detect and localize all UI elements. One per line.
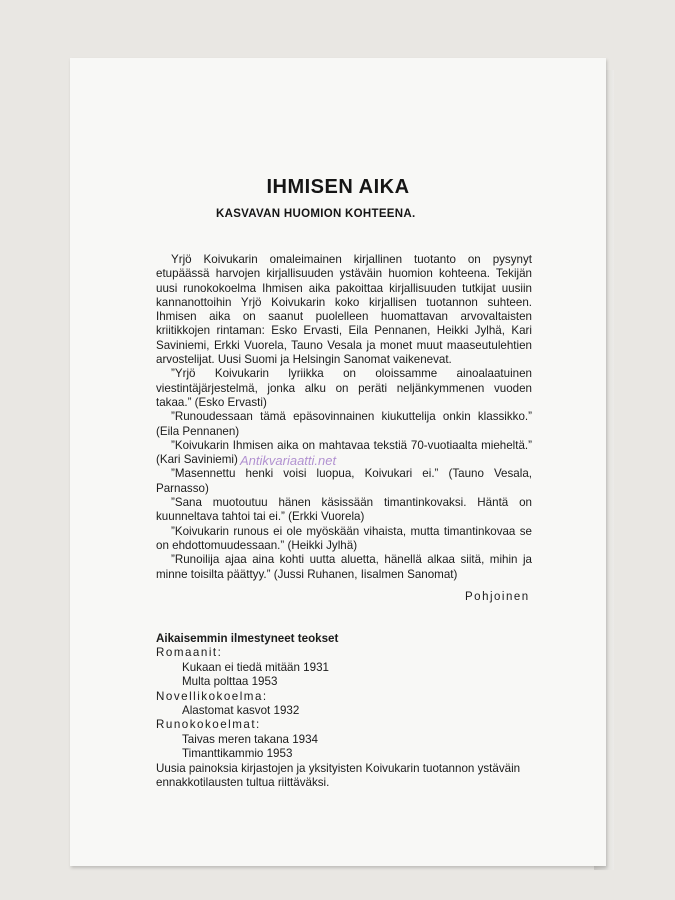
quote-paragraph: ”Koivukarin runous ei ole myöskään vihaista, mutta timantinkovaa se on ehdottomuudessaan.” (Heikki Jylhä) [156,524,532,552]
quote-paragraph: ”Koivukarin Ihmisen aika on mahtavaa tekstiä 70-vuotiaalta mieheltä.” (Kari Saviniemi) [156,438,532,467]
review-text [156,253,532,582]
book-back-cover [70,58,606,866]
signature: Pohjoinen [465,591,530,603]
previous-works [156,632,532,790]
works-item: Timanttikammio 1953 [182,747,293,761]
intro-paragraph: Yrjö Koivukarin omaleimainen kirjallinen tuotanto on pysynyt etupäässä harvojen kirjallisuuden ystäväin huomion kohteena. Tekijän uusi runokokoelma Ihmisen aika pakoittaa kirjallisuuden tutkijat uusiin kannanottoihin Yrjö Koivukarin koko kirjallisen tuotannon suhteen. Ihmisen aika on saanut puolelleen huomattavan arvovaltaisten kriitikkojen rintaman: Esko Ervasti, Eila Pennanen, Heikki Jylhä, Kari Saviniemi, Erkki Vuorela, Tauno Vesala ja monet muut maaseutulehtien arvostelijat. Uusi Suomi ja Helsingin Sanomat vaikenevat. [156,253,532,367]
page-subtitle: KASVAVAN HUOMION KOHTEENA. [216,208,416,220]
works-item: Taivas meren takana 1934 [182,732,318,746]
quote-paragraph: ”Sana muotoutuu hänen käsissään timantinkovaksi. Häntä on kuunneltava tahtoi tai ei.” (Erkki Vuorela) [156,496,532,524]
quote-paragraph: ”Masennettu henki voisi luopua, Koivukari ei.” (Tauno Vesala, Parnasso) [156,467,532,495]
works-item: Kukaan ei tiedä mitään 1931 [182,660,329,674]
quote-paragraph: ”Runoudessaan tämä epäsovinnainen kiukuttelija onkin klassikko.” (Eila Pennanen) [156,410,532,438]
works-category: Runokokoelmat: [156,718,261,732]
quote-paragraph: ”Yrjö Koivukarin lyriikka on oloissamme ainoalaatuinen viestintäjärjestelmä, jonka alku on peräti neljänkymmenen vuoden takaa.” (Esko Ervasti) [156,367,532,409]
works-category: Novellikokoelma: [156,689,268,703]
works-note: Uusia painoksia kirjastojen ja yksityisten Koivukarin tuotannon ystäväin ennakkotilausten tultua riittäväksi. [156,761,521,790]
quote-paragraph: ”Runoilija ajaa aina kohti uutta aluetta, hänellä alkaa siitä, mihin ja minne toisilta päättyy.” (Jussi Ruhanen, Iisalmen Sanomat) [156,553,532,581]
watermark: Antikvariaatti.net [240,453,337,468]
works-heading: Aikaisemmin ilmestyneet teokset [156,632,339,645]
works-category: Romaanit: [156,646,223,660]
works-item: Multa polttaa 1953 [182,675,278,689]
works-item: Alastomat kasvot 1932 [182,704,300,718]
page-title: IHMISEN AIKA [266,176,410,198]
